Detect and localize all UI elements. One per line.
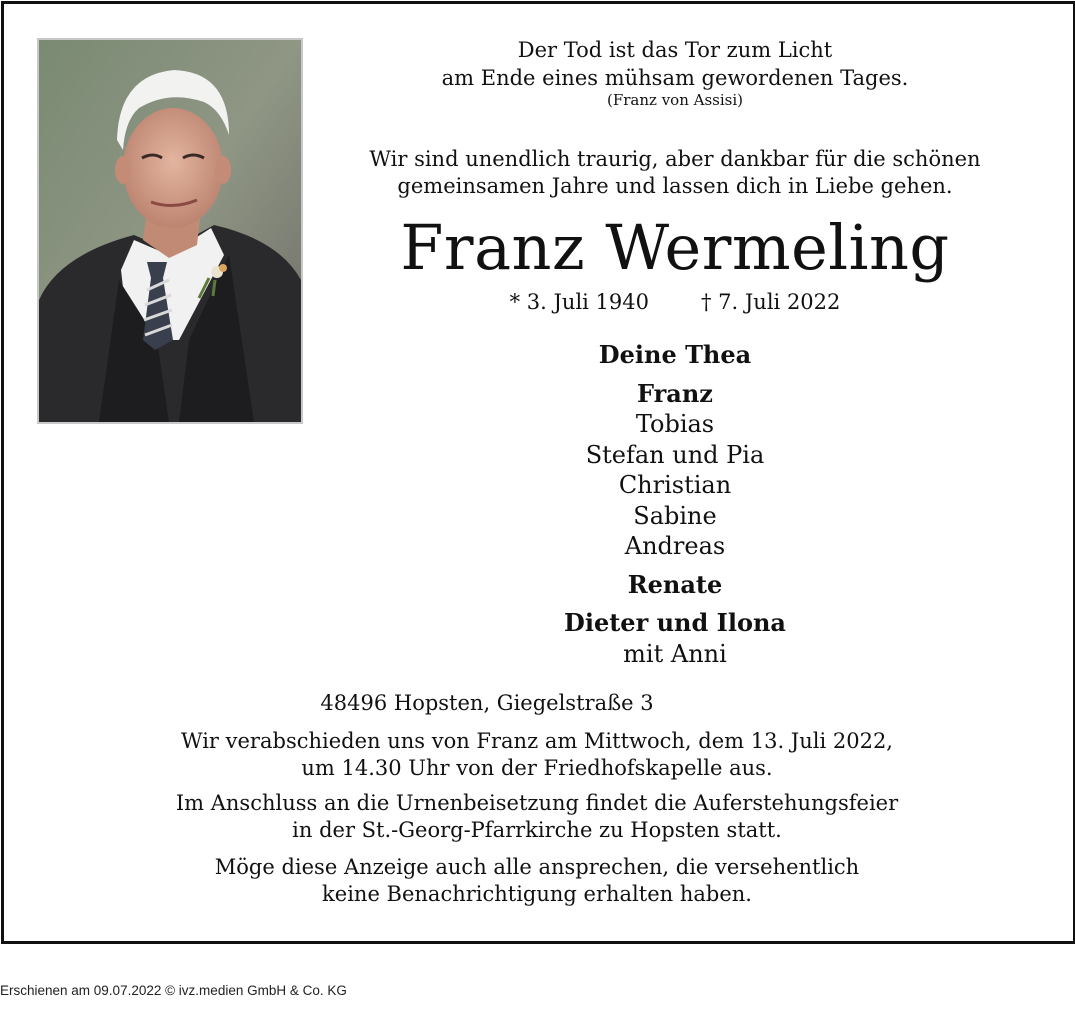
funeral-line-2: um 14.30 Uhr von der Friedhofskapelle aus.: [301, 756, 773, 780]
quote-line-2: am Ende eines mühsam gewordenen Tages.: [441, 66, 909, 90]
funeral-info: [37, 728, 1037, 782]
mourner-grandchild: Christian: [618, 471, 732, 499]
mourner-family-child: mit Anni: [623, 639, 727, 668]
mourner-son: Franz: [637, 378, 713, 408]
quote-block: [310, 36, 1040, 92]
publication-footer: Erschienen am 09.07.2022 © ivz.medien GmbH & Co. KG: [0, 983, 347, 998]
death-date: † 7. Juli 2022: [701, 290, 841, 314]
mourner-grandchild: Sabine: [633, 501, 717, 530]
intro-text: [310, 146, 1040, 200]
funeral-line-1: Wir verabschieden uns von Franz am Mittwoch, dem 13. Juli 2022,: [181, 729, 893, 753]
mourner-grandchild: Andreas: [624, 532, 726, 560]
notice-line-1: Möge diese Anzeige auch alle ansprechen, die versehentlich: [214, 855, 860, 879]
burial-line-1: Im Anschluss an die Urnenbeisetzung findet die Auferstehungsfeier: [175, 791, 899, 815]
mourner-wife: Deine Thea: [598, 340, 752, 369]
intro-line-2: gemeinsamen Jahre und lassen dich in Liebe gehen.: [397, 174, 953, 198]
deceased-name: Franz Wermeling: [400, 211, 950, 284]
quote-line-1: Der Tod ist das Tor zum Licht: [517, 38, 833, 62]
quote-attribution: (Franz von Assisi): [606, 91, 743, 109]
mourners-list: [310, 340, 1040, 669]
portrait-illustration: [39, 40, 301, 422]
birth-date: * 3. Juli 1940: [509, 290, 649, 314]
address: [37, 690, 1037, 717]
intro-line-1: Wir sind unendlich traurig, aber dankbar für die schönen: [369, 147, 981, 171]
burial-info: [37, 790, 1037, 844]
mourner-daughter: Renate: [627, 569, 723, 599]
mourner-family: Dieter und Ilona: [564, 608, 786, 637]
notice-line-2: keine Benachrichtigung erhalten haben.: [322, 882, 752, 906]
notice-info: [37, 854, 1037, 908]
burial-line-2: in der St.-Georg-Pfarrkirche zu Hopsten statt.: [292, 818, 782, 842]
mourner-grandchild: Tobias: [635, 410, 715, 438]
portrait-photo: [37, 38, 303, 424]
address-text: 48496 Hopsten, Giegelstraße 3: [320, 691, 654, 715]
mourner-grandchild: Stefan und Pia: [585, 440, 765, 469]
life-dates: [310, 288, 1040, 316]
